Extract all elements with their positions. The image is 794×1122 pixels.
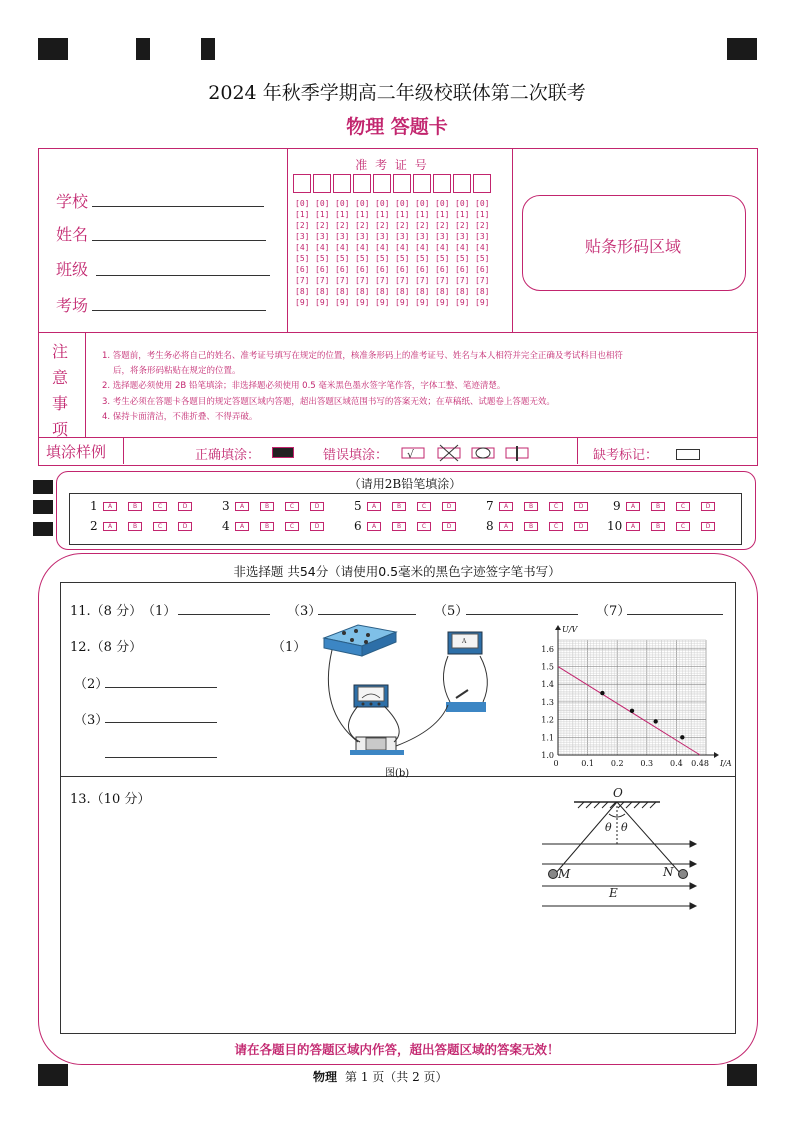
absent-mark-box[interactable] [676, 449, 700, 460]
choice-option-bubble[interactable]: C [153, 502, 167, 511]
q11-blank-5[interactable] [466, 614, 578, 615]
exam-number-bubble[interactable]: [1] [435, 210, 450, 219]
exam-number-bubble[interactable]: [2] [455, 221, 470, 230]
divider [287, 148, 288, 332]
exam-number-bubble[interactable]: [3] [455, 232, 470, 241]
exam-number-bubble[interactable]: [5] [375, 254, 390, 263]
exam-number-bubble[interactable]: [2] [355, 221, 370, 230]
q11-blank-1[interactable] [178, 614, 270, 615]
y-tick-label: 1.1 [541, 733, 554, 743]
registration-mark [33, 522, 53, 536]
q12-number: 12.（8 分） [70, 640, 143, 655]
exam-number-bubble[interactable]: [3] [335, 232, 350, 241]
choice-question-number: 4 [222, 519, 230, 533]
exam-number-bubble[interactable]: [5] [475, 254, 490, 263]
y-tick-label: 1.0 [541, 751, 554, 760]
school-field[interactable] [92, 206, 264, 207]
notes-label-4: 项 [52, 420, 69, 439]
exam-number-bubble[interactable]: [2] [295, 221, 310, 230]
y-axis-label: U/V [562, 625, 578, 634]
card-subtitle: 物理 答题卡 [346, 116, 448, 138]
data-point [630, 709, 634, 713]
nonchoice-header: 非选择题 共54分（请使用0.5毫米的黑色字迹签字笔书写） [233, 564, 561, 579]
exam-number-bubble[interactable]: [8] [455, 287, 470, 296]
exam-number-bubble[interactable]: [4] [355, 243, 370, 252]
exam-number-bubble[interactable]: [5] [315, 254, 330, 263]
exam-number-bubble[interactable]: [1] [395, 210, 410, 219]
name-field[interactable] [92, 240, 266, 241]
exam-number-bubble[interactable]: [0] [455, 199, 470, 208]
choice-option-bubble[interactable]: B [392, 502, 406, 511]
choice-option-bubble[interactable]: B [260, 502, 274, 511]
choice-option-bubble[interactable]: D [442, 502, 456, 511]
notes-divider [85, 332, 86, 437]
choice-option-bubble[interactable]: B [524, 522, 538, 531]
label-n: N [663, 865, 674, 879]
choice-question-number: 10 [607, 519, 623, 533]
exam-number-bubble[interactable]: [6] [315, 265, 330, 274]
exam-number-bubble[interactable]: [2] [435, 221, 450, 230]
q12-blank-2[interactable] [105, 687, 217, 688]
exam-number-bubble[interactable]: [0] [295, 199, 310, 208]
exam-number-digit-box[interactable] [473, 174, 491, 193]
choice-option-bubble[interactable]: A [235, 522, 249, 531]
exam-number-bubble[interactable]: [2] [375, 221, 390, 230]
q11-number: 11.（8 分） [70, 604, 143, 619]
choice-option-bubble[interactable]: B [651, 522, 665, 531]
exam-number-bubble[interactable]: [4] [475, 243, 490, 252]
choice-option-bubble[interactable]: D [310, 522, 324, 531]
exam-number-bubble[interactable]: [1] [475, 210, 490, 219]
notes-label-3: 事 [52, 394, 69, 413]
choice-option-bubble[interactable]: B [651, 502, 665, 511]
barcode-label: 贴条形码区域 [584, 237, 681, 256]
class-label: 班级 [56, 260, 89, 279]
divider [38, 437, 757, 438]
x-tick-label: 0.1 [581, 759, 594, 768]
exam-number-bubble[interactable]: [3] [435, 232, 450, 241]
data-point [653, 719, 657, 723]
circuit-diagram [318, 620, 498, 775]
choice-option-bubble[interactable]: A [626, 502, 640, 511]
q13-number: 13.（10 分） [70, 792, 151, 807]
y-axis-arrow [555, 625, 561, 630]
x-tick-label: 0.48 [691, 759, 709, 768]
iv-chart [530, 620, 732, 772]
choice-option-bubble[interactable]: C [676, 502, 690, 511]
choice-option-bubble[interactable]: B [128, 522, 142, 531]
exam-number-bubble[interactable]: [1] [355, 210, 370, 219]
exam-number-bubble[interactable]: [3] [475, 232, 490, 241]
exam-number-bubble[interactable]: [9] [395, 298, 410, 307]
exam-number-bubble[interactable]: [4] [415, 243, 430, 252]
choice-question-number: 7 [486, 499, 494, 513]
exam-number-bubble[interactable]: [1] [415, 210, 430, 219]
exam-number-bubble[interactable]: [3] [415, 232, 430, 241]
exam-number-bubble[interactable]: [4] [435, 243, 450, 252]
registration-mark [33, 480, 53, 494]
data-point [600, 691, 604, 695]
footer-subject: 物理 [313, 1070, 338, 1084]
exam-number-bubble[interactable]: [1] [335, 210, 350, 219]
exam-number-bubble[interactable]: [6] [295, 265, 310, 274]
exam-number-bubble[interactable]: [9] [475, 298, 490, 307]
exam-number-bubble[interactable]: [0] [335, 199, 350, 208]
choice-option-bubble[interactable]: D [574, 522, 588, 531]
exam-number-bubble[interactable]: [9] [455, 298, 470, 307]
q12-blank-3[interactable] [105, 722, 217, 723]
x-axis-label: I/A [720, 759, 732, 768]
choice-option-bubble[interactable]: A [103, 522, 117, 531]
choice-option-bubble[interactable]: C [549, 502, 563, 511]
exam-number-bubble[interactable]: [4] [295, 243, 310, 252]
q12-part-1: （1） [272, 640, 307, 655]
note-item: 3. 考生必须在答题卡各题目的规定答题区域内答题，超出答题区域范围书写的答案无效；在草稿纸、试题卷上答题无效。 [102, 397, 555, 407]
exam-number-bubble[interactable]: [0] [435, 199, 450, 208]
exam-number-bubble[interactable]: [7] [295, 276, 310, 285]
exam-number-bubble[interactable]: [2] [395, 221, 410, 230]
exam-number-bubble[interactable]: [6] [435, 265, 450, 274]
choice-option-bubble[interactable]: D [442, 522, 456, 531]
q11-blank-7[interactable] [627, 614, 723, 615]
registration-mark [201, 38, 215, 60]
exam-number-bubble[interactable]: [6] [395, 265, 410, 274]
exam-number-digit-box[interactable] [313, 174, 331, 193]
school-label: 学校 [56, 192, 89, 211]
exam-number-bubble[interactable]: [0] [315, 199, 330, 208]
registration-mark [38, 38, 68, 60]
label-theta-right: θ [621, 821, 628, 834]
exam-number-digit-box[interactable] [453, 174, 471, 193]
exam-number-bubble[interactable]: [4] [375, 243, 390, 252]
q11-part-3: （3） [287, 604, 322, 619]
exam-number-bubble[interactable]: [9] [375, 298, 390, 307]
absent-mark-label: 缺考标记： [593, 448, 659, 463]
choice-option-bubble[interactable]: B [128, 502, 142, 511]
exam-number-bubble[interactable]: [5] [395, 254, 410, 263]
svg-text:√: √ [407, 448, 415, 461]
choice-question-number: 6 [354, 519, 362, 533]
svg-text:A: A [462, 638, 467, 645]
y-tick-label: 1.3 [541, 697, 554, 707]
exam-number-bubble[interactable]: [2] [335, 221, 350, 230]
choice-option-bubble[interactable]: B [392, 522, 406, 531]
exam-number-bubble[interactable]: [6] [415, 265, 430, 274]
choice-option-bubble[interactable]: D [310, 502, 324, 511]
choice-option-bubble[interactable]: A [499, 502, 513, 511]
exam-number-bubble[interactable]: [2] [315, 221, 330, 230]
registration-mark [136, 38, 150, 60]
label-e: E [609, 886, 618, 900]
note-item: 1. 答题前，考生务必将自己的姓名、准考证号填写在规定的位置，核准条形码上的准考证号、姓名与本人相符并完全正确及考试科目也相符 [102, 351, 623, 361]
label-m: M [558, 867, 571, 881]
correct-fill-label: 正确填涂： [195, 448, 261, 463]
correct-fill-example [272, 447, 294, 458]
choice-option-bubble[interactable]: D [701, 502, 715, 511]
fill-sample-label: 填涂样例 [46, 443, 107, 461]
exam-number-bubble[interactable]: [9] [355, 298, 370, 307]
y-tick-label: 1.2 [541, 715, 554, 725]
exam-number-bubble[interactable]: [5] [355, 254, 370, 263]
exam-number-bubble[interactable]: [8] [395, 287, 410, 296]
exam-number-bubble[interactable]: [4] [315, 243, 330, 252]
exam-number-bubble[interactable]: [3] [395, 232, 410, 241]
room-label: 考场 [56, 296, 89, 315]
exam-title: 2024 年秋季学期高二年级校联体第二次联考 [208, 82, 586, 104]
exam-number-bubble[interactable]: [7] [435, 276, 450, 285]
choice-option-bubble[interactable]: B [260, 522, 274, 531]
exam-number-bubble[interactable]: [0] [415, 199, 430, 208]
note-item: 2. 选择题必须使用 2B 铅笔填涂；非选择题必须使用 0.5 毫米黑色墨水签字笔作答，字体工整、笔迹清楚。 [102, 381, 506, 391]
exam-number-bubble[interactable]: [1] [295, 210, 310, 219]
exam-number-bubble[interactable]: [7] [415, 276, 430, 285]
footer-page: 第 1 页（共 2 页） [345, 1070, 448, 1084]
q12-blank-4[interactable] [105, 757, 217, 758]
q12-part-2: （2） [74, 677, 109, 692]
exam-number-bubble[interactable]: [9] [315, 298, 330, 307]
note-item: 4. 保持卡面清洁，不准折叠、不得弄破。 [102, 412, 258, 422]
footer-warning: 请在各题目的答题区域内作答，超出答题区域的答案无效！ [234, 1042, 560, 1057]
choice-option-bubble[interactable]: C [417, 502, 431, 511]
exam-number-bubble[interactable]: [1] [455, 210, 470, 219]
exam-number-bubble[interactable]: [6] [355, 265, 370, 274]
exam-number-bubble[interactable]: [6] [455, 265, 470, 274]
x-tick-label: 0.4 [670, 759, 683, 768]
choice-option-bubble[interactable]: A [103, 502, 117, 511]
exam-number-bubble[interactable]: [3] [315, 232, 330, 241]
exam-number-bubble[interactable]: [0] [395, 199, 410, 208]
name-label: 姓名 [56, 225, 89, 244]
choice-option-bubble[interactable]: C [285, 502, 299, 511]
choice-question-number: 5 [354, 499, 362, 513]
exam-number-bubble[interactable]: [2] [415, 221, 430, 230]
x-tick-label: 0.3 [640, 759, 654, 768]
y-tick-label: 1.6 [541, 644, 554, 654]
choice-option-bubble[interactable]: A [499, 522, 513, 531]
exam-number-bubble[interactable]: [4] [455, 243, 470, 252]
exam-number-bubble[interactable]: [9] [435, 298, 450, 307]
exam-number-bubble[interactable]: [7] [335, 276, 350, 285]
choice-option-bubble[interactable]: C [153, 522, 167, 531]
q11-part-1: （1） [142, 604, 177, 619]
choice-option-bubble[interactable]: B [524, 502, 538, 511]
exam-number-bubble[interactable]: [5] [415, 254, 430, 263]
class-field[interactable] [96, 275, 270, 276]
note-item: 后，将条形码粘贴在规定的位置。 [113, 366, 241, 376]
choice-option-bubble[interactable]: C [676, 522, 690, 531]
exam-number-bubble[interactable]: [8] [415, 287, 430, 296]
registration-mark [727, 38, 757, 60]
exam-number-bubble[interactable]: [3] [295, 232, 310, 241]
x-axis-arrow [714, 752, 719, 758]
divider [123, 437, 124, 464]
registration-mark [33, 500, 53, 514]
exam-number-bubble[interactable]: [5] [435, 254, 450, 263]
exam-number-bubble[interactable]: [5] [335, 254, 350, 263]
divider [38, 332, 757, 333]
divider [577, 437, 578, 464]
exam-number-digit-box[interactable] [433, 174, 451, 193]
data-point [680, 735, 684, 739]
choice-option-bubble[interactable]: D [178, 502, 192, 511]
choice-option-bubble[interactable]: A [626, 522, 640, 531]
exam-number-digit-box[interactable] [393, 174, 411, 193]
choice-option-bubble[interactable]: C [417, 522, 431, 531]
exam-number-bubble[interactable]: [7] [375, 276, 390, 285]
exam-number-bubble[interactable]: [0] [375, 199, 390, 208]
exam-number-bubble[interactable]: [8] [375, 287, 390, 296]
exam-number-bubble[interactable]: [1] [315, 210, 330, 219]
choice-option-bubble[interactable]: D [178, 522, 192, 531]
choice-question-number: 8 [486, 519, 494, 533]
registration-mark [727, 1064, 757, 1086]
q13-diagram [538, 784, 698, 912]
exam-number-bubble[interactable]: [4] [395, 243, 410, 252]
q11-part-7: （7） [596, 604, 631, 619]
choice-question-number: 3 [222, 499, 230, 513]
choice-grid-frame [69, 493, 742, 545]
notes-label-1: 注 [52, 342, 69, 361]
choice-option-bubble[interactable]: A [235, 502, 249, 511]
exam-number-bubble[interactable]: [6] [475, 265, 490, 274]
exam-number-bubble[interactable]: [0] [475, 199, 490, 208]
figure-caption: 图(b) [385, 768, 410, 779]
choice-question-number: 1 [90, 499, 98, 513]
x-tick-label: 0 [553, 759, 559, 768]
exam-number-bubble[interactable]: [8] [475, 287, 490, 296]
wrong-fill-label: 错误填涂： [323, 448, 389, 463]
exam-number-bubble[interactable]: [8] [315, 287, 330, 296]
exam-number-bubble[interactable]: [7] [315, 276, 330, 285]
q12-part-3: （3） [74, 713, 109, 728]
room-field[interactable] [92, 310, 266, 311]
choice-question-number: 2 [90, 519, 98, 533]
choice-option-bubble[interactable]: A [367, 522, 381, 531]
exam-number-bubble[interactable]: [7] [355, 276, 370, 285]
choice-option-bubble[interactable]: D [574, 502, 588, 511]
choice-option-bubble[interactable]: D [701, 522, 715, 531]
choice-option-bubble[interactable]: C [285, 522, 299, 531]
choice-hint: （请用2B铅笔填涂） [348, 477, 462, 491]
label-theta-left: θ [605, 821, 612, 834]
exam-number-bubble[interactable]: [5] [455, 254, 470, 263]
exam-number-title: 准 考 证 号 [355, 158, 429, 172]
choice-option-bubble[interactable]: C [549, 522, 563, 531]
divider [512, 148, 513, 332]
exam-number-bubble[interactable]: [0] [355, 199, 370, 208]
exam-number-bubble[interactable]: [8] [335, 287, 350, 296]
choice-option-bubble[interactable]: A [367, 502, 381, 511]
exam-number-bubble[interactable]: [9] [415, 298, 430, 307]
exam-number-digit-box[interactable] [413, 174, 431, 193]
label-o: O [613, 786, 623, 800]
exam-number-bubble[interactable]: [8] [435, 287, 450, 296]
y-tick-label: 1.5 [541, 662, 554, 672]
exam-number-bubble[interactable]: [3] [375, 232, 390, 241]
exam-number-bubble[interactable]: [8] [295, 287, 310, 296]
exam-number-bubble[interactable]: [6] [375, 265, 390, 274]
exam-number-digit-box[interactable] [293, 174, 311, 193]
exam-number-bubble[interactable]: [5] [295, 254, 310, 263]
exam-number-bubble[interactable]: [7] [395, 276, 410, 285]
exam-number-bubble[interactable]: [6] [335, 265, 350, 274]
y-tick-label: 1.4 [541, 680, 554, 690]
exam-number-bubble[interactable]: [2] [475, 221, 490, 230]
exam-number-bubble[interactable]: [7] [475, 276, 490, 285]
q11-part-5: （5） [434, 604, 469, 619]
exam-number-bubble[interactable]: [3] [355, 232, 370, 241]
choice-question-number: 9 [613, 499, 621, 513]
exam-number-digit-box[interactable] [333, 174, 351, 193]
exam-number-digit-box[interactable] [373, 174, 391, 193]
exam-number-bubble[interactable]: [1] [375, 210, 390, 219]
wrong-fill-examples [400, 444, 535, 462]
registration-mark [38, 1064, 68, 1086]
exam-number-digit-box[interactable] [353, 174, 371, 193]
exam-number-bubble[interactable]: [4] [335, 243, 350, 252]
exam-number-bubble[interactable]: [7] [455, 276, 470, 285]
q11-blank-3[interactable] [318, 614, 416, 615]
notes-label-2: 意 [52, 368, 69, 387]
exam-number-bubble[interactable]: [9] [335, 298, 350, 307]
exam-number-bubble[interactable]: [8] [355, 287, 370, 296]
exam-number-bubble[interactable]: [9] [295, 298, 310, 307]
x-tick-label: 0.2 [610, 759, 624, 768]
